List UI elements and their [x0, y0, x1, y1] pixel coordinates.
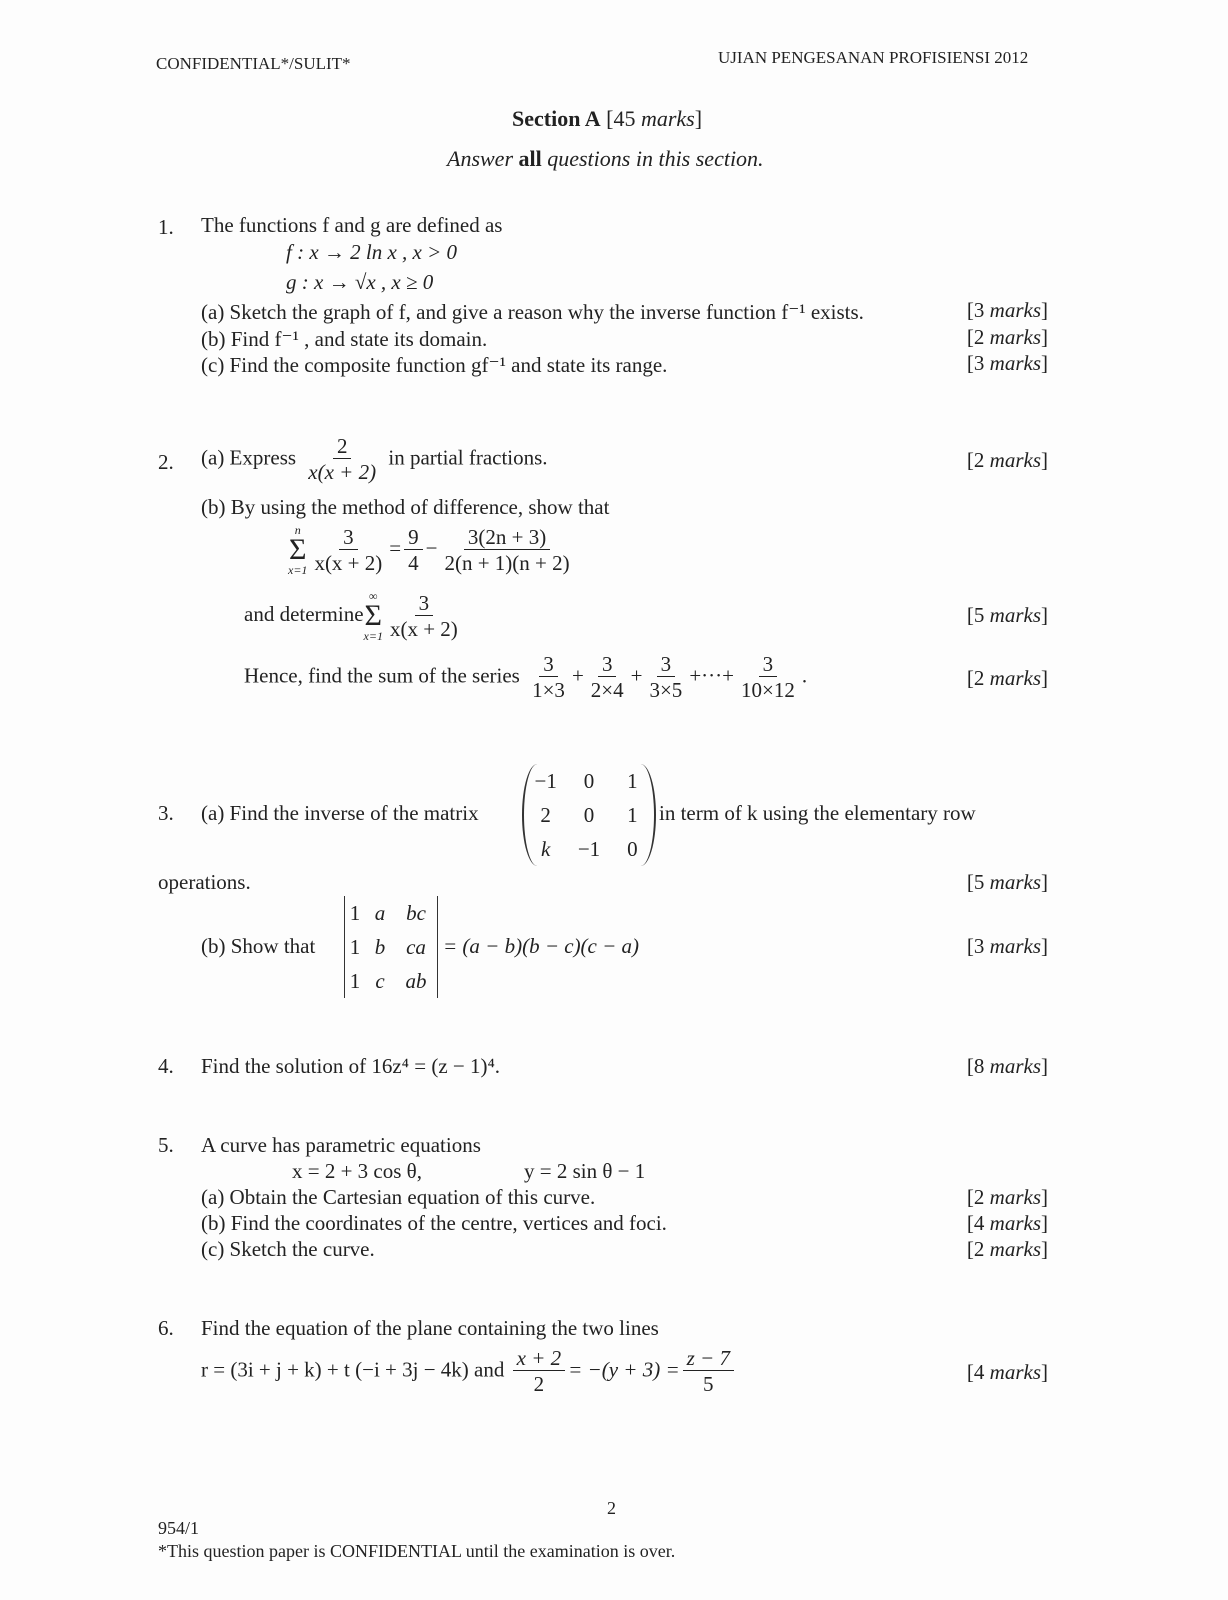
q1-part-b: (b) Find f⁻¹ , and state its domain.: [201, 327, 488, 351]
q1-intro: The functions f and g are defined as: [201, 213, 503, 237]
q3-part-b-result: = (a − b)(b − c)(c − a): [443, 934, 640, 958]
q2-series: Hence, find the sum of the series $\frac{3}{1\times 3}$ + $\frac{3}{2\times 4}$ + $\frac{3}{3\times 5}$ +···+ $\frac{3}{10\times 12}$ .: [244, 652, 808, 702]
q4-text: Find the solution of 16z⁴ = (z − 1)⁴.: [201, 1054, 501, 1078]
q1b-marks: [2 marks]: [966, 325, 1048, 349]
q5-intro: A curve has parametric equations: [201, 1133, 481, 1157]
q3-determinant: 1 a bc 1 b ca 1 c ab: [344, 896, 438, 998]
q6-marks: [4 marks]: [966, 1360, 1048, 1384]
q5-number: 5.: [158, 1133, 174, 1157]
q1-part-a: (a) Sketch the graph of f, and give a reason why the inverse function f⁻¹ exists.: [201, 300, 864, 324]
q3-part-b-pre: (b) Show that: [201, 934, 316, 958]
q2-determine: and determine ∞ Σ x=1 $\frac{3}{x(x + 2)}$: [244, 589, 458, 643]
q6-intro: Find the equation of the plane containing the two lines: [201, 1316, 659, 1340]
q3-number: 3.: [158, 801, 174, 825]
q5-x-equation: x = 2 + 3 cos θ,: [292, 1159, 422, 1183]
q5-y-equation: y = 2 sin θ − 1: [524, 1159, 646, 1183]
q5-part-a: (a) Obtain the Cartesian equation of this curve.: [201, 1185, 596, 1209]
q1c-marks: [3 marks]: [966, 351, 1048, 375]
q3-part-a-pre: (a) Find the inverse of the matrix: [201, 801, 479, 825]
confidential-note: *This question paper is CONFIDENTIAL until the examination is over.: [158, 1541, 676, 1561]
q1-part-c: (c) Find the composite function gf⁻¹ and state its range.: [201, 353, 668, 377]
q2-part-a: (a) Express $\frac{2}{x(x + 2)}$ in partial fractions.: [201, 434, 548, 484]
q5-part-c: (c) Sketch the curve.: [201, 1237, 375, 1261]
q5b-marks: [4 marks]: [966, 1211, 1048, 1235]
q2b-marks: [5 marks]: [966, 603, 1048, 627]
header-left: CONFIDENTIAL*/SULIT*: [156, 54, 351, 73]
q3a-marks: [5 marks]: [966, 870, 1048, 894]
header-right: UJIAN PENGESANAN PROFISIENSI 2012: [718, 48, 1029, 67]
q5a-marks: [2 marks]: [966, 1185, 1048, 1209]
q2c-marks: [2 marks]: [966, 666, 1048, 690]
q3b-marks: [3 marks]: [966, 934, 1048, 958]
section-title: Section A [45 marks]: [512, 106, 703, 131]
q1-g-definition: g : x → √x , x ≥ 0: [286, 270, 434, 294]
q2-sum-identity: n Σ x=1 $\frac{3}{x(x + 2)}$ = $\frac{9}{4}$ − $\frac{3(2n + 3)}{2(n + 1)(n + 2)}$: [288, 523, 570, 577]
q1a-marks: [3 marks]: [966, 298, 1048, 322]
q2-part-b: (b) By using the method of difference, show that: [201, 495, 610, 519]
q4-number: 4.: [158, 1054, 174, 1078]
q3-matrix: −1 0 1 2 0 1 k −1 0: [522, 764, 656, 866]
section-instruction: Answer all questions in this section.: [447, 146, 764, 171]
q2-number: 2.: [158, 450, 174, 474]
q5-part-b: (b) Find the coordinates of the centre, vertices and foci.: [201, 1211, 667, 1235]
q1-number: 1.: [158, 215, 174, 239]
paper-code: 954/1: [158, 1518, 200, 1538]
q6-lines: r = (3i + j + k) + t (−i + 3j − 4k) and $\frac{x + 2}{2}$ = −(y + 3) = $\frac{z - 7}{5}$: [201, 1346, 737, 1397]
q6-number: 6.: [158, 1316, 174, 1340]
page-number: 2: [607, 1498, 616, 1518]
q5c-marks: [2 marks]: [966, 1237, 1048, 1261]
q3-part-a-post: in term of k using the elementary row: [659, 801, 976, 825]
q4-marks: [8 marks]: [966, 1054, 1048, 1078]
q2a-marks: [2 marks]: [966, 448, 1048, 472]
q1-f-definition: f : x → 2 ln x , x > 0: [286, 240, 458, 264]
q3-operations: operations.: [158, 870, 251, 894]
